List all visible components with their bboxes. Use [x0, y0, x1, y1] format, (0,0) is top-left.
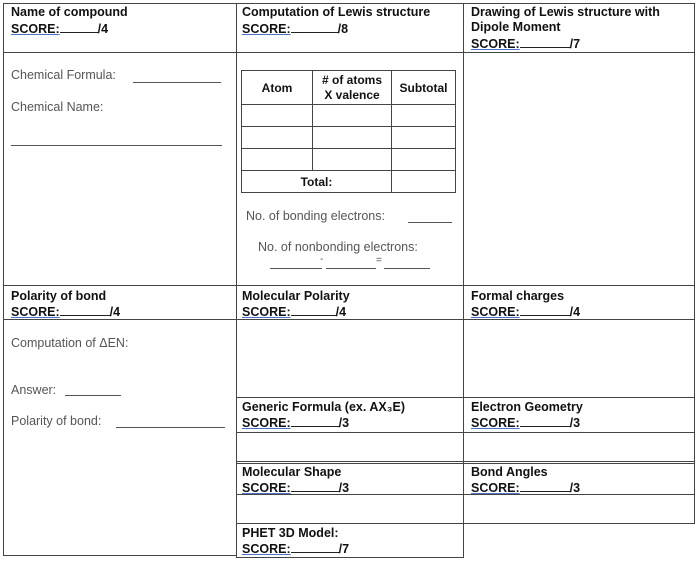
formal-charges-title: Formal charges [471, 289, 565, 303]
molecular-shape-title: Molecular Shape [242, 465, 342, 479]
molecular-shape-score: SCORE: /3 [242, 481, 350, 495]
nonbonding-field-2[interactable] [326, 268, 376, 269]
table-cell[interactable] [242, 105, 313, 127]
table-cell[interactable] [392, 127, 456, 149]
drawing-lewis-title: Drawing of Lewis structure with Dipole Moment [471, 5, 660, 34]
grid-line [3, 52, 694, 53]
name-of-compound-title: Name of compound [11, 5, 128, 19]
atoms-valence-table [241, 70, 456, 193]
grid-line [3, 3, 694, 4]
bond-angles-score: SCORE: /3 [471, 481, 581, 495]
table-cell[interactable] [313, 127, 392, 149]
table-cell[interactable] [392, 149, 456, 171]
subtotal-header: Subtotal [392, 71, 456, 105]
table-cell[interactable] [313, 149, 392, 171]
bonding-electrons-field[interactable] [408, 222, 452, 223]
minus-sign: - [320, 254, 324, 265]
total-cell[interactable] [392, 171, 456, 193]
generic-formula-score: SCORE: /3 [242, 416, 350, 430]
atom-header: Atom [242, 71, 313, 105]
nonbonding-field-1[interactable] [270, 268, 322, 269]
grid-line [236, 461, 694, 462]
nonbonding-electrons-label: No. of nonbonding electrons: [258, 240, 418, 254]
phet-model-title: PHET 3D Model: [242, 526, 339, 540]
formal-charges-score: SCORE: /4 [471, 305, 581, 319]
generic-formula-title: Generic Formula (ex. AX₃E) [242, 400, 406, 414]
answer-label: Answer: [11, 383, 57, 397]
computation-en-label: Computation of ΔEN: [11, 336, 129, 350]
chemical-name-field[interactable] [11, 145, 222, 146]
grid-line [236, 523, 694, 524]
name-of-compound-score: SCORE: /4 [11, 22, 109, 36]
bond-angles-title: Bond Angles [471, 465, 548, 479]
grid-line [3, 555, 237, 556]
total-label: Total: [242, 171, 392, 193]
grid-line [3, 3, 4, 556]
grid-line [236, 463, 694, 464]
grid-line [236, 3, 237, 558]
table-cell[interactable] [313, 105, 392, 127]
computation-lewis-title: Computation of Lewis structure [242, 5, 431, 19]
table-cell[interactable] [242, 127, 313, 149]
chemical-formula-label: Chemical Formula: [11, 68, 116, 82]
drawing-lewis-score: SCORE: /7 [471, 37, 581, 51]
electron-geometry-score: SCORE: /3 [471, 416, 581, 430]
grid-line [237, 557, 463, 558]
chemical-formula-field[interactable] [133, 82, 221, 83]
grid-line [463, 3, 464, 558]
polarity-label: Polarity of bond: [11, 414, 102, 428]
chemical-name-label: Chemical Name: [11, 100, 104, 114]
grid-line [236, 397, 694, 398]
electron-geometry-title: Electron Geometry [471, 400, 583, 414]
grid-line [694, 3, 695, 524]
molecular-polarity-title: Molecular Polarity [242, 289, 350, 303]
polarity-of-bond-score: SCORE: /4 [11, 305, 121, 319]
bonding-electrons-label: No. of bonding electrons: [246, 209, 385, 223]
grid-line [3, 285, 694, 286]
phet-model-score: SCORE: /7 [242, 542, 350, 556]
grid-line [236, 432, 694, 433]
table-cell[interactable] [242, 149, 313, 171]
computation-lewis-score: SCORE: /8 [242, 22, 349, 36]
atoms-x-valence-header: # of atoms X valence [313, 71, 392, 105]
nonbonding-field-3[interactable] [384, 268, 430, 269]
polarity-field[interactable] [116, 427, 225, 428]
equals-sign: = [376, 255, 382, 266]
table-cell[interactable] [392, 105, 456, 127]
polarity-of-bond-title: Polarity of bond [11, 289, 107, 303]
answer-field[interactable] [65, 395, 121, 396]
molecular-polarity-score: SCORE: /4 [242, 305, 347, 319]
